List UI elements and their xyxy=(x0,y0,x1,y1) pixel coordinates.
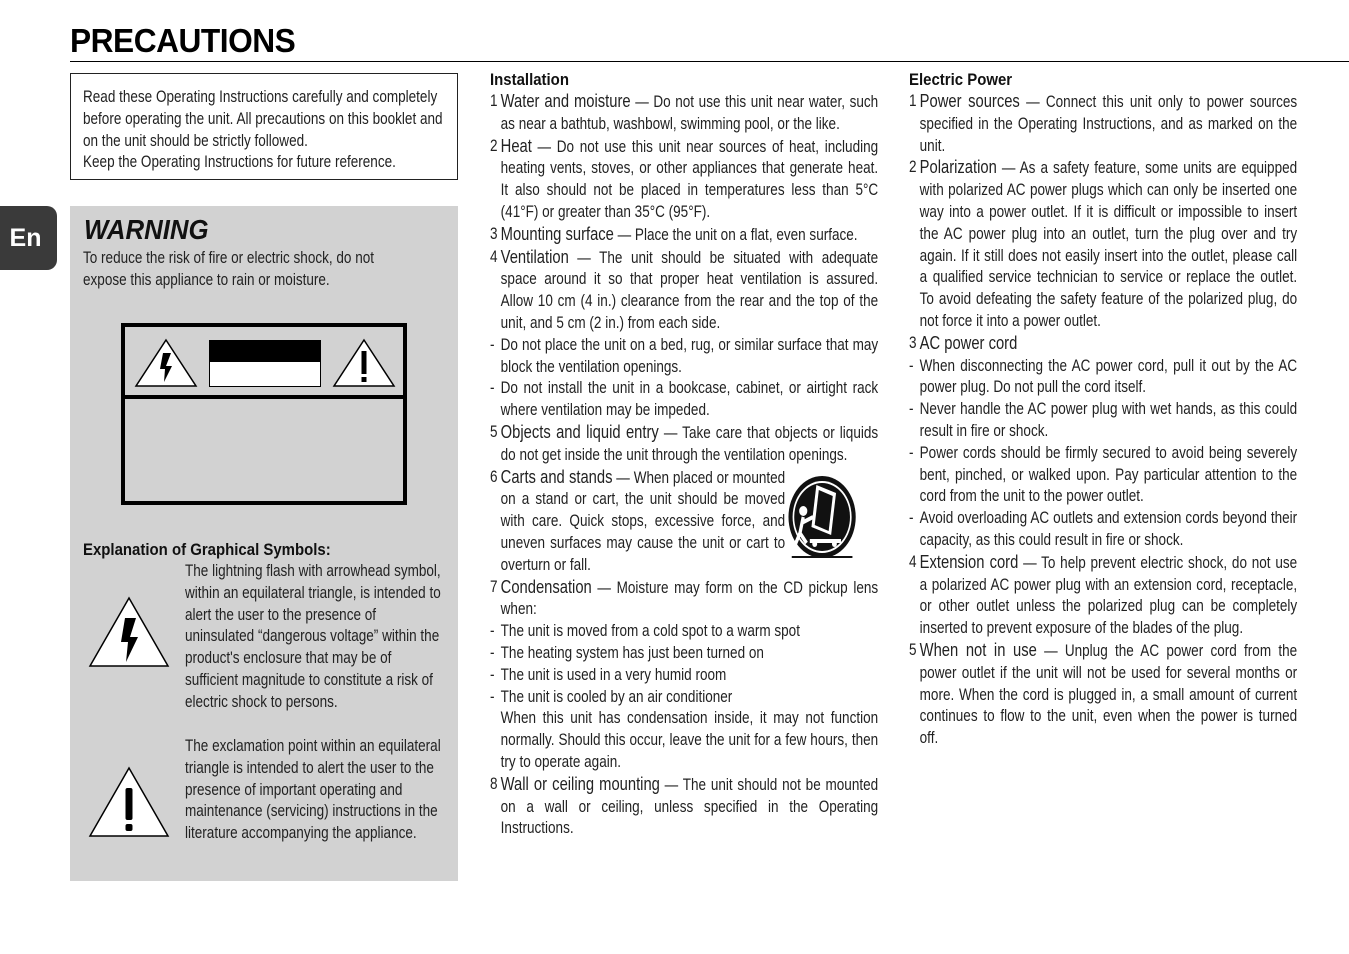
intro-text: Read these Operating Instructions carefully and completely before operating the unit. All precautions on this booklet and on the unit should be strictly followed. xyxy=(83,88,443,150)
list-item: - Never handle the AC power plug with wet hands, as this could result in fire or shock. xyxy=(909,400,1298,440)
list-item: 3 AC power cord xyxy=(909,332,1018,353)
caution-label-header xyxy=(125,327,403,399)
list-item: - Do not place the unit on a bed, rug, or similar surface that may block the ventilation openings. xyxy=(490,335,879,376)
page-title: PRECAUTIONS xyxy=(70,22,296,59)
list-item: 2 Heat — Do not use this unit near sources of heat, including heating vents, stoves, or other appliances that generate heat. It also should not be placed in temperatures less than 5°C (41°F) or greater than 35°C (95°F). xyxy=(490,135,879,221)
cart-tipover-icon xyxy=(785,473,859,561)
language-tab: En xyxy=(0,206,57,270)
intro-note: Keep the Operating Instructions for future reference. xyxy=(83,153,396,172)
exclamation-triangle-icon xyxy=(331,337,397,389)
electric-power-column xyxy=(909,70,1297,750)
exclamation-triangle-icon xyxy=(88,766,170,838)
electric-power-list xyxy=(909,91,1297,750)
list-item: 5 Objects and liquid entry — Take care that objects or liquids do not get inside the unit through the ventilation openings. xyxy=(490,421,879,464)
list-item: 4 Ventilation — The unit should be situated with adequate space around it so that proper heat ventilation is assured. Allow 10 cm (4 in.) clearance from the rear and the top of the unit, and 5 cm (2 in.) from each side. xyxy=(490,246,879,332)
symbols-heading: Explanation of Graphical Symbols: xyxy=(83,540,331,559)
list-item: - Do not install the unit in a bookcase, cabinet, or airtight rack where ventilation may be impeded. xyxy=(490,379,879,420)
list-item: 2 Polarization — As a safety feature, some units are equipped with polarized AC power plugs which can only be inserted one way into a power outlet. If it is difficult or impossible to insert the AC power plug into an outlet, turn the plug over and try again. If it still does not easily insert into the outlet, please call a qualified service technician to service or replace the outlet. To avoid defeating the safety feature of the polarized plug, do not force it into a power outlet. xyxy=(909,157,1298,330)
list-item: 8 Wall or ceiling mounting — The unit should not be mounted on a wall or ceiling, unless specified in the Operating Instructions. xyxy=(490,773,879,838)
list-item: - The heating system has just been turned on xyxy=(490,643,764,662)
caution-label-white-bar xyxy=(209,362,321,387)
caution-label xyxy=(121,323,407,505)
list-item: - Avoid overloading AC outlets and extension cords beyond their capacity, as this could result in fire or shock. xyxy=(909,509,1298,549)
list-item: - When disconnecting the AC power cord, pull it out by the AC power plug. Do not pull the cord itself. xyxy=(909,356,1298,397)
lightning-triangle-icon xyxy=(133,337,199,389)
lightning-explanation: The lightning flash with arrowhead symbol, within an equilateral triangle, is intended to alert the user to the presence of uninsulated “dangerous voltage” within the product's enclosure that may be of sufficient magnitude to constitute a risk of electric shock to persons. xyxy=(185,562,441,711)
warning-text: To reduce the risk of fire or electric shock, do not expose this appliance to rain or moisture. xyxy=(83,249,375,289)
list-item: 3 Mounting surface — Place the unit on a flat, even surface. xyxy=(490,223,858,244)
list-item: 4 Extension cord — To help prevent electric shock, do not use a polarized AC power plug with an extension cord, receptacle, or other outlet unless the polarized plug can be completely inserted to prevent exposure of the blades of the plug. xyxy=(909,551,1298,638)
list-item: When this unit has condensation inside, it may not function normally. Should this occur, leave the unit for a few hours, then try to operate again. xyxy=(500,709,879,771)
warning-panel xyxy=(70,206,458,881)
intro-box xyxy=(70,73,458,180)
electric-power-heading: Electric Power xyxy=(909,70,1013,89)
installation-heading: Installation xyxy=(490,70,569,89)
caution-label-black-bar xyxy=(209,340,321,362)
installation-column xyxy=(490,70,878,840)
list-item: - The unit is used in a very humid room xyxy=(490,665,727,684)
installation-list xyxy=(490,91,878,840)
lightning-triangle-icon xyxy=(88,596,170,668)
list-item: 7 Condensation — Moisture may form on the CD pickup lens when: xyxy=(490,576,879,619)
list-item: - Power cords should be firmly secured to avoid being severely bent, pinched, or walked upon. Pay particular attention to the cord from the unit to the power outlet. xyxy=(909,443,1298,506)
exclamation-explanation: The exclamation point within an equilateral triangle is intended to alert the user to the presence of important operating and maintenance (servicing) instructions in the literature accompanying the appliance. xyxy=(185,737,441,843)
list-item: - The unit is moved from a cold spot to a warm spot xyxy=(490,622,800,641)
list-item: 1 Water and moisture — Do not use this unit near water, such as near a bathtub, washbowl, swimming pool, or the like. xyxy=(490,91,879,133)
list-item: 6 Carts and stands — When placed or mounted on a stand or cart, the unit should be moved with care. Quick stops, excessive force, and uneven surfaces may cause the unit or cart to overturn or fall. xyxy=(490,466,786,574)
list-item: - The unit is cooled by an air conditioner xyxy=(490,687,733,706)
title-rule xyxy=(70,61,1349,62)
carts-item-wrap xyxy=(490,467,878,577)
list-item: 1 Power sources — Connect this unit only to power sources specified in the Operating Instructions, and as marked on the unit. xyxy=(909,91,1298,155)
list-item: 5 When not in use — Unplug the AC power cord from the power outlet if the unit will not be used for several months or more. When the cord is plugged in, a small amount of current continues to flow to the unit, even when the power is turned off. xyxy=(909,639,1298,748)
warning-heading: WARNING xyxy=(84,214,209,245)
